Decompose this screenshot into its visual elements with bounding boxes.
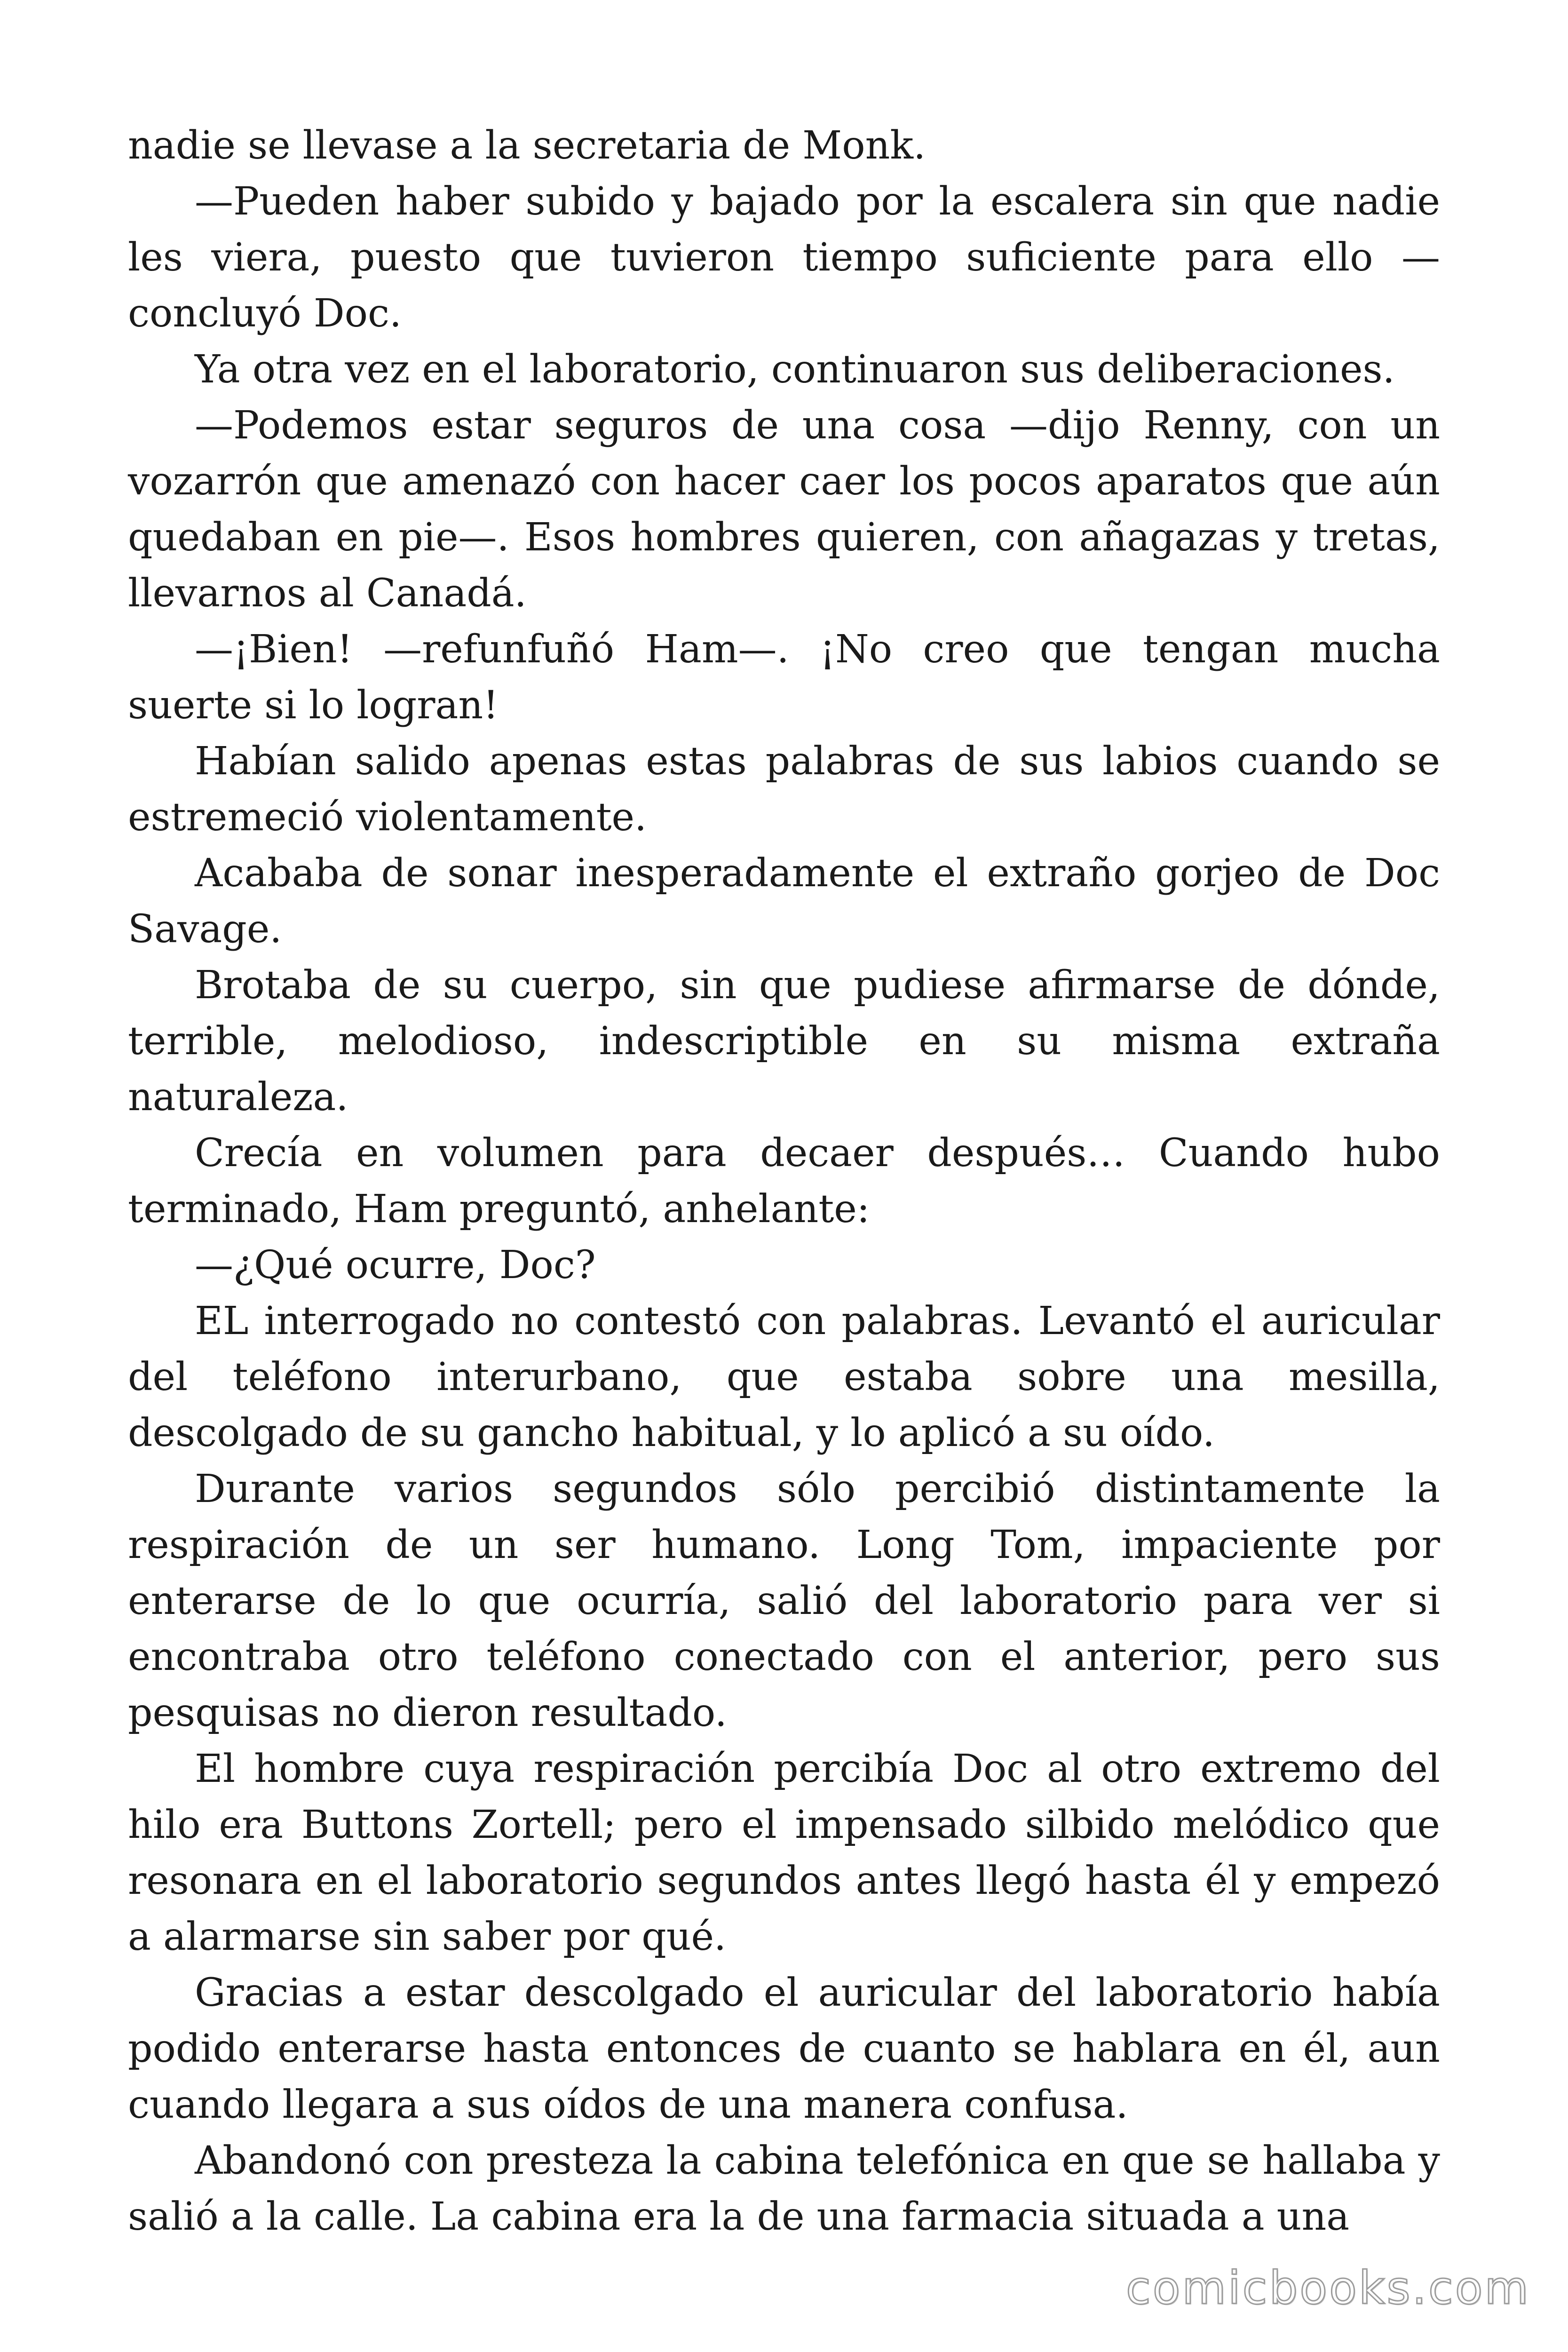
paragraph-4: —Podemos estar seguros de una cosa —dijo Renny, con un vozarrón que amenazó con hacer caer los pocos aparatos que aún quedaban en pie—. Esos hombres quieren, con añagazas y tretas, llevarnos al Canadá. [128, 403, 1440, 616]
paragraph-10: —¿Qué ocurre, Doc? [195, 1243, 596, 1287]
paragraph-11: EL interrogado no contestó con palabras. Levantó el auricular del teléfono interurbano, que estaba sobre una mesilla, descolgado de su gancho habitual, y lo aplicó a su oído. [128, 1299, 1440, 1455]
paragraph-14: Gracias a estar descolgado el auricular del laboratorio había podido enterarse hasta entonces de cuanto se hablara en él, aun cuando llegara a sus oídos de una manera confusa. [128, 1971, 1440, 2127]
paragraph-13: El hombre cuya respiración percibía Doc al otro extremo del hilo era Buttons Zortell; pero el impensado silbido melódico que resonara en el laboratorio segundos antes llegó hasta él y empezó a alarmarse sin saber por qué. [128, 1747, 1440, 1959]
paragraph-8: Brotaba de su cuerpo, sin que pudiese afirmarse de dónde, terrible, melodioso, indescriptible en su misma extraña naturaleza. [128, 963, 1440, 1120]
paragraph-2: —Pueden haber subido y bajado por la escalera sin que nadie les viera, puesto que tuvieron tiempo suficiente para ello —concluyó Doc. [128, 179, 1440, 336]
paragraph-5: —¡Bien! —refunfuñó Ham—. ¡No creo que tengan mucha suerte si lo logran! [128, 627, 1440, 728]
paragraph-12: Durante varios segundos sólo percibió distintamente la respiración de un ser humano. Long Tom, impaciente por enterarse de lo que ocurría, salió del laboratorio para ver si encontraba otro teléfono conectado con el anterior, pero sus pesquisas no dieron resultado. [128, 1467, 1440, 1735]
page-body [128, 118, 1440, 2245]
paragraph-3: Ya otra vez en el laboratorio, continuaron sus deliberaciones. [195, 347, 1395, 392]
paragraph-15: Abandonó con presteza la cabina telefónica en que se hallaba y salió a la calle. La cabina era la de una farmacia situada a una [128, 2138, 1440, 2239]
watermark: comicbooks.com [1125, 2262, 1530, 2314]
paragraph-6: Habían salido apenas estas palabras de sus labios cuando se estremeció violentamente. [128, 739, 1440, 840]
paragraph-9: Crecía en volumen para decaer después… Cuando hubo terminado, Ham preguntó, anhelante: [128, 1131, 1440, 1232]
paragraph-1: nadie se llevase a la secretaria de Monk. [128, 123, 926, 168]
paragraph-7: Acababa de sonar inesperadamente el extraño gorjeo de Doc Savage. [128, 851, 1440, 952]
